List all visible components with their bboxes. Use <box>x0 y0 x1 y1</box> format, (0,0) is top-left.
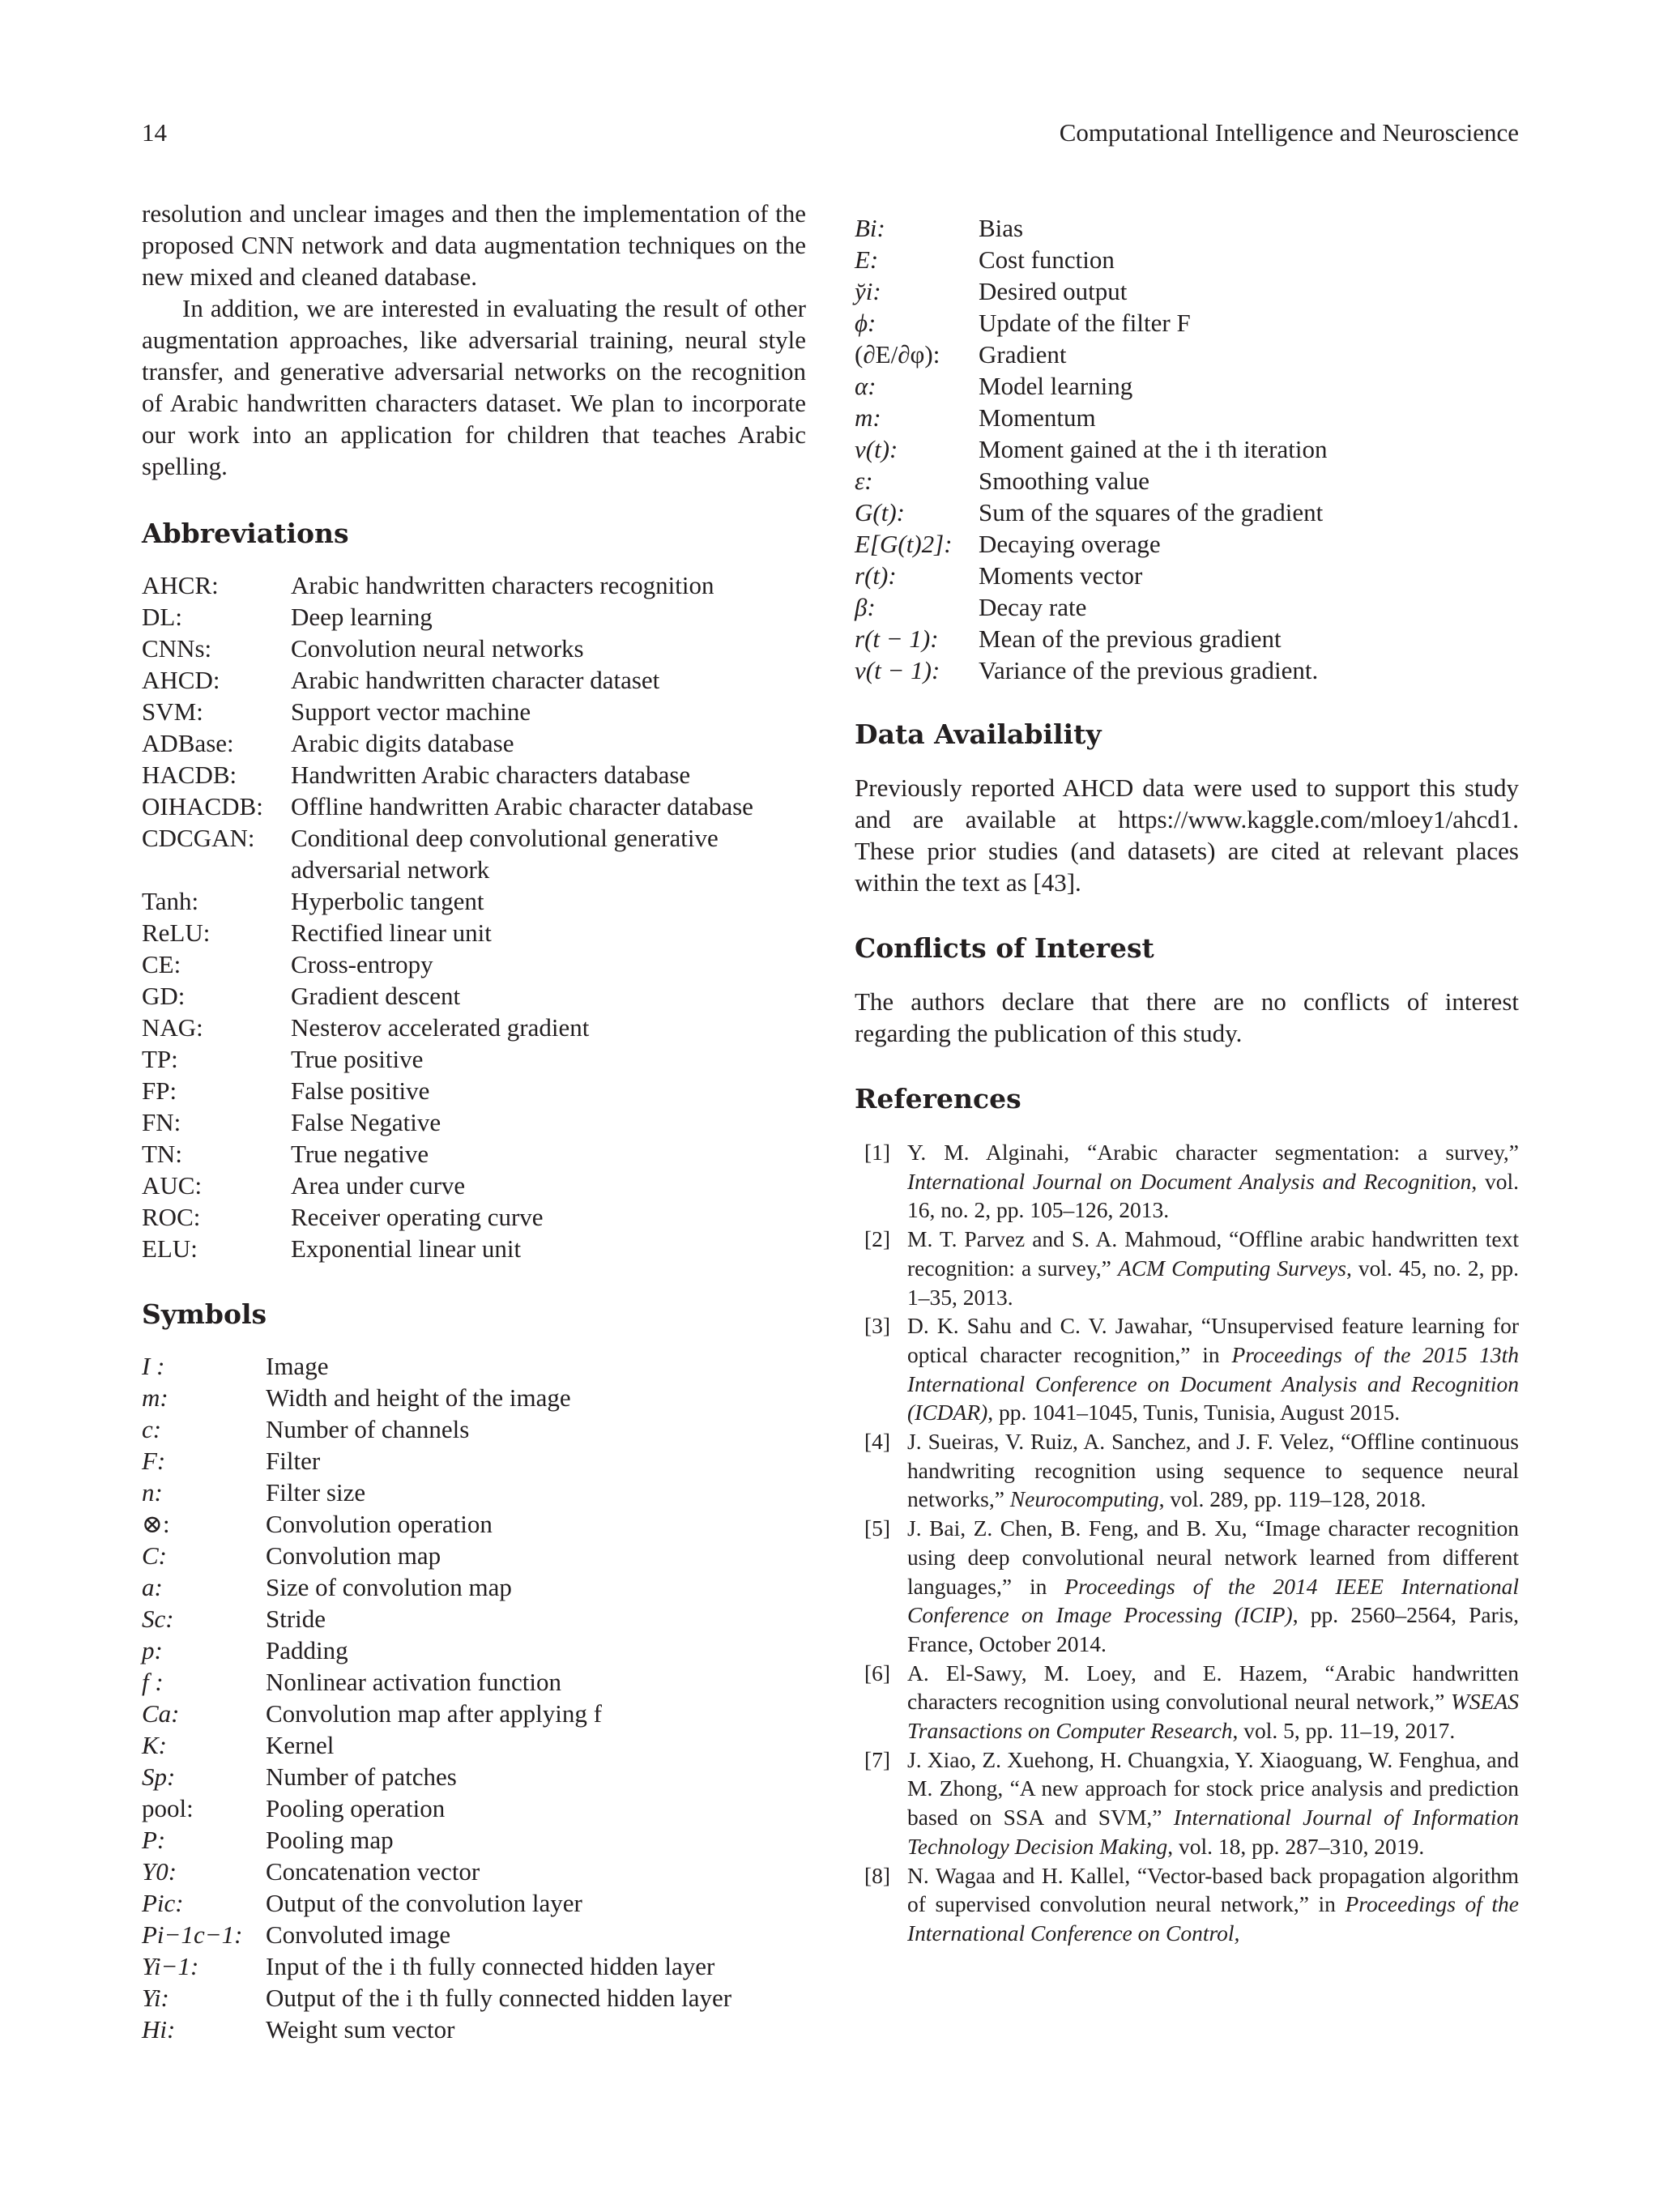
reference-venue: Proceedings of the 2014 IEEE International Conference on Image Processing (ICIP) <box>907 1573 1519 1628</box>
symbol-term: K: <box>142 1731 167 1759</box>
reference-authors-title: J. Sueiras, V. Ruiz, A. Sanchez, and J. F. Velez, “Offline continuous handwriting recognition using sequence to sequence neural networks,” <box>907 1429 1519 1512</box>
list-item <box>142 1012 806 1043</box>
list-item <box>142 1043 806 1075</box>
list-item <box>142 664 806 696</box>
symbol-term: ε: <box>855 467 873 495</box>
list-item <box>855 212 1327 244</box>
abbr-term: CE: <box>142 950 181 978</box>
reference-details: , vol. 289, pp. 119–128, 2018. <box>1158 1486 1427 1512</box>
list-item <box>142 1950 731 1982</box>
symbol-term: c: <box>142 1415 162 1443</box>
reference-item <box>855 1659 1519 1745</box>
symbol-def: Convoluted image <box>266 1920 451 1949</box>
reference-details: , vol. 45, no. 2, pp. 1–35, 2013. <box>907 1255 1519 1310</box>
list-item <box>142 1761 731 1792</box>
reference-item <box>855 1514 1519 1659</box>
reference-item <box>855 1861 1519 1948</box>
abbr-def: Receiver operating curve <box>291 1203 544 1231</box>
symbol-def: Decaying overage <box>979 530 1161 558</box>
symbol-term: Hi: <box>142 2015 176 2044</box>
list-item <box>142 948 806 980</box>
reference-item <box>855 1427 1519 1514</box>
list-item <box>142 696 806 727</box>
list-item <box>142 1350 731 1382</box>
abbr-term: ReLU: <box>142 918 211 947</box>
list-item <box>142 1540 731 1571</box>
symbol-term: m: <box>855 403 881 432</box>
abbr-term: TP: <box>142 1045 178 1073</box>
reference-number: [1] <box>864 1140 891 1165</box>
reference-venue: International Journal on Document Analysis and Recognition <box>907 1168 1472 1194</box>
abbr-term: FN: <box>142 1108 181 1136</box>
list-item <box>142 1170 806 1201</box>
list-item <box>855 654 1327 686</box>
symbol-term: E: <box>855 245 879 274</box>
list-item <box>855 244 1327 275</box>
symbol-def: Width and height of the image <box>266 1383 571 1412</box>
list-item <box>142 1413 731 1445</box>
reference-authors-title: J. Xiao, Z. Xuehong, H. Chuangxia, Y. Xiaoguang, W. Fenghua, and M. Zhong, “A new approach for stock price analysis and prediction based on SSA and SVM,” <box>907 1746 1519 1831</box>
symbol-def: Filter <box>266 1447 321 1475</box>
abbr-term: AUC: <box>142 1171 203 1200</box>
reference-item <box>855 1311 1519 1427</box>
abbr-def: True positive <box>291 1045 424 1073</box>
list-item <box>142 1634 731 1666</box>
abbr-term: AHCR: <box>142 571 219 599</box>
symbol-term: v(t − 1): <box>855 656 940 684</box>
abbr-term: FP: <box>142 1076 177 1105</box>
symbol-def: Moments vector <box>979 561 1143 590</box>
left-column <box>142 198 806 2045</box>
list-item <box>855 465 1327 497</box>
symbol-def: Output of the convolution layer <box>266 1889 582 1917</box>
symbol-term: Y0: <box>142 1857 177 1886</box>
journal-title: Computational Intelligence and Neuroscience <box>1059 118 1519 147</box>
abbr-term: SVM: <box>142 697 203 726</box>
symbols-list-continued <box>855 212 1327 686</box>
reference-authors-title: N. Wagaa and H. Kallel, “Vector-based back propagation algorithm of supervised convolution neural network,” in <box>907 1862 1519 1917</box>
list-item <box>855 433 1327 465</box>
list-item <box>855 497 1327 528</box>
abbr-def: Hyperbolic tangent <box>291 887 484 915</box>
abbr-def: False Negative <box>291 1108 441 1136</box>
symbol-term: Sp: <box>142 1762 176 1791</box>
list-item <box>142 1698 731 1729</box>
symbol-def: Nonlinear activation function <box>266 1668 561 1696</box>
reference-item <box>855 1745 1519 1861</box>
symbol-def: Input of the i th fully connected hidden layer <box>266 1952 715 1980</box>
reference-venue: Proceedings of the International Conference on Control, <box>907 1891 1519 1946</box>
symbol-def: Variance of the previous gradient. <box>979 656 1319 684</box>
section-heading-references: References <box>855 1083 1021 1115</box>
symbol-def: Number of channels <box>266 1415 470 1443</box>
abbr-def: Arabic handwritten character dataset <box>291 666 660 694</box>
reference-details: , vol. 16, no. 2, pp. 105–126, 2013. <box>907 1168 1519 1223</box>
abbr-def: Support vector machine <box>291 697 531 726</box>
abbr-term: DL: <box>142 603 182 631</box>
reference-authors-title: Y. M. Alginahi, “Arabic character segmentation: a survey,” <box>907 1140 1519 1165</box>
abbr-term: AHCD: <box>142 666 220 694</box>
symbol-def: Pooling map <box>266 1826 394 1854</box>
reference-venue: WSEAS Transactions on Computer Research <box>907 1689 1519 1744</box>
list-item <box>142 1138 806 1170</box>
reference-number: [4] <box>864 1429 891 1455</box>
symbol-def: Concatenation vector <box>266 1857 480 1886</box>
abbr-term: Tanh: <box>142 887 199 915</box>
reference-details: , pp. 2560–2564, Paris, France, October 2014. <box>907 1602 1520 1656</box>
reference-authors-title: A. El-Sawy, M. Loey, and E. Hazem, “Arabic handwritten characters recognition using convolutional neural network,” <box>907 1660 1519 1715</box>
symbol-term: Pic: <box>142 1889 184 1917</box>
symbol-term: Yi: <box>142 1984 169 2012</box>
conflicts-text: The authors declare that there are no conflicts of interest regarding the publication of this study. <box>855 987 1519 1047</box>
reference-authors-title: M. T. Parvez and S. A. Mahmoud, “Offline arabic handwritten text recognition: a survey,” <box>907 1226 1519 1281</box>
symbol-term: I : <box>142 1352 165 1380</box>
symbol-term: ⊗: <box>142 1510 170 1538</box>
reference-venue: ACM Computing Surveys <box>1117 1255 1346 1281</box>
list-item <box>142 1201 806 1233</box>
symbol-def: Convolution operation <box>266 1510 493 1538</box>
paragraph: In addition, we are interested in evaluating the result of other augmentation approaches, like adversarial training, neural style transfer, and generative adversarial networks on the recognition of Arabic handwritten characters dataset. We plan to incorporate our work into an application for children that teaches Arabic spelling. <box>142 294 806 480</box>
data-availability-text: Previously reported AHCD data were used to support this study and are available at https://www.kaggle.com/mloey1/ahcd1. These prior studies (and datasets) are cited at relevant places within the text as [43]. <box>855 774 1519 897</box>
abbr-term: ROC: <box>142 1203 201 1231</box>
list-item <box>142 633 806 664</box>
symbols-list <box>142 1350 731 2045</box>
symbol-term: r(t): <box>855 561 897 590</box>
list-item <box>142 569 806 601</box>
reference-number: [7] <box>864 1746 891 1772</box>
symbol-def: Sum of the squares of the gradient <box>979 498 1324 526</box>
abbr-def: Arabic digits database <box>291 729 514 757</box>
abbreviations-list <box>142 569 806 1264</box>
abbr-def: True negative <box>291 1140 429 1168</box>
list-item <box>142 980 806 1012</box>
symbol-term: C: <box>142 1541 167 1570</box>
reference-details: , vol. 18, pp. 287–310, 2019. <box>1167 1833 1425 1859</box>
abbr-def: Conditional deep convolutional generative adversarial network <box>291 824 719 884</box>
list-item <box>142 2014 731 2045</box>
abbr-def: Offline handwritten Arabic character database <box>291 792 753 820</box>
symbol-term: f : <box>142 1668 164 1696</box>
reference-details: , vol. 5, pp. 11–19, 2017. <box>1232 1718 1456 1744</box>
reference-authors-title: D. K. Sahu and C. V. Jawahar, “Unsupervised feature learning for optical character recognition,” in <box>907 1313 1519 1367</box>
abbr-def: False positive <box>291 1076 430 1105</box>
abbr-def: Arabic handwritten characters recognition <box>291 571 714 599</box>
abbr-def: Handwritten Arabic characters database <box>291 761 691 789</box>
reference-number: [2] <box>864 1226 891 1252</box>
list-item <box>855 560 1327 591</box>
symbol-term: Ca: <box>142 1699 180 1728</box>
list-item <box>142 1233 806 1264</box>
symbol-term: v(t): <box>855 435 898 463</box>
list-item <box>142 1445 731 1477</box>
symbol-term: p: <box>142 1636 163 1664</box>
list-item <box>142 1982 731 2014</box>
symbol-term: α: <box>855 372 876 400</box>
symbol-term: Pi−1c−1: <box>142 1920 243 1949</box>
list-item <box>142 1106 806 1138</box>
reference-venue: Neurocomputing <box>1009 1486 1159 1512</box>
list-item <box>855 275 1327 307</box>
symbol-term: n: <box>142 1478 163 1507</box>
symbol-term: Sc: <box>142 1605 174 1633</box>
list-item <box>142 1477 731 1508</box>
section-heading-data-availability: Data Availability <box>855 718 1102 750</box>
section-heading-abbreviations: Abbreviations <box>142 518 349 549</box>
symbol-term: Bi: <box>855 214 885 242</box>
abbr-term: GD: <box>142 982 186 1010</box>
symbol-def: Mean of the previous gradient <box>979 624 1282 653</box>
list-item <box>855 591 1327 623</box>
reference-authors-title: J. Bai, Z. Chen, B. Feng, and B. Xu, “Image character recognition using deep convolutional neural network learned from different languages,” in <box>907 1515 1519 1599</box>
list-item <box>142 917 806 948</box>
symbol-term: pool: <box>142 1794 194 1822</box>
references-list <box>855 1138 1519 1948</box>
list-item <box>142 1382 731 1413</box>
section-heading-conflicts: Conflicts of Interest <box>855 932 1154 964</box>
list-item <box>855 339 1327 370</box>
list-item <box>142 601 806 633</box>
reference-venue: International Journal of Information Technology Decision Making <box>907 1805 1519 1859</box>
symbol-def: Gradient <box>979 340 1067 369</box>
symbol-def: Model learning <box>979 372 1133 400</box>
symbol-def: Weight sum vector <box>266 2015 455 2044</box>
reference-number: [8] <box>864 1862 891 1888</box>
abbr-def: Deep learning <box>291 603 433 631</box>
list-item <box>855 370 1327 402</box>
symbol-def: Desired output <box>979 277 1128 305</box>
symbol-def: Image <box>266 1352 329 1380</box>
abbr-term: TN: <box>142 1140 182 1168</box>
symbol-def: Convolution map <box>266 1541 441 1570</box>
list-item <box>142 1571 731 1603</box>
list-item <box>142 1729 731 1761</box>
list-item <box>142 1856 731 1887</box>
list-item <box>142 1603 731 1634</box>
list-item <box>142 1508 731 1540</box>
symbol-term: (∂E/∂φ): <box>855 340 940 369</box>
abbr-def: Exponential linear unit <box>291 1234 522 1263</box>
reference-item <box>855 1138 1519 1225</box>
abbr-term: ADBase: <box>142 729 234 757</box>
symbol-def: Bias <box>979 214 1024 242</box>
reference-number: [6] <box>864 1660 891 1686</box>
abbr-term: NAG: <box>142 1013 203 1042</box>
list-item <box>142 822 806 885</box>
symbol-term: P: <box>142 1826 166 1854</box>
running-header <box>142 118 1519 151</box>
list-item <box>142 1075 806 1106</box>
abbr-def: Nesterov accelerated gradient <box>291 1013 590 1042</box>
symbol-def: Decay rate <box>979 593 1087 621</box>
list-item <box>142 1919 731 1950</box>
reference-number: [5] <box>864 1515 891 1541</box>
abbr-term: HACDB: <box>142 761 237 789</box>
symbol-def: Pooling operation <box>266 1794 446 1822</box>
page-number: 14 <box>142 118 167 147</box>
symbol-def: Output of the i th fully connected hidden layer <box>266 1984 732 2012</box>
list-item <box>142 727 806 759</box>
section-heading-symbols: Symbols <box>142 1298 267 1330</box>
symbol-def: Update of the filter F <box>979 309 1191 337</box>
symbol-def: Convolution map after applying f <box>266 1699 602 1728</box>
symbol-def: Momentum <box>979 403 1096 432</box>
list-item <box>855 528 1327 560</box>
symbol-def: Filter size <box>266 1478 366 1507</box>
reference-details: , pp. 1041–1045, Tunis, Tunisia, August 2015. <box>987 1400 1401 1426</box>
symbol-def: Size of convolution map <box>266 1573 512 1601</box>
symbol-term: ϕ: <box>855 309 876 337</box>
list-item <box>142 1824 731 1856</box>
symbol-term: β: <box>855 593 876 621</box>
right-column <box>855 212 1519 1948</box>
symbol-term: a: <box>142 1573 163 1601</box>
symbol-def: Stride <box>266 1605 326 1633</box>
list-item <box>142 1887 731 1919</box>
symbol-term: Yi−1: <box>142 1952 199 1980</box>
list-item <box>142 885 806 917</box>
list-item <box>142 791 806 822</box>
paragraph: resolution and unclear images and then the implementation of the proposed CNN network and data augmentation techniques on the new mixed and cleaned database. <box>142 199 806 291</box>
abbr-def: Cross-entropy <box>291 950 433 978</box>
abbr-def: Rectified linear unit <box>291 918 492 947</box>
list-item <box>142 759 806 791</box>
symbol-term: E[G(t)2]: <box>855 530 953 558</box>
symbol-def: Number of patches <box>266 1762 457 1791</box>
reference-item <box>855 1225 1519 1311</box>
symbol-term: y̆i: <box>855 277 881 305</box>
symbol-term: m: <box>142 1383 168 1412</box>
abbr-term: ELU: <box>142 1234 198 1263</box>
reference-venue: Proceedings of the 2015 13th International Conference on Document Analysis and Recognition (ICDAR) <box>907 1341 1519 1426</box>
symbol-term: r(t − 1): <box>855 624 939 653</box>
symbol-def: Kernel <box>266 1731 335 1759</box>
symbol-def: Padding <box>266 1636 348 1664</box>
list-item <box>855 402 1327 433</box>
symbol-def: Cost function <box>979 245 1115 274</box>
abbr-term: CNNs: <box>142 634 212 663</box>
abbr-def: Area under curve <box>291 1171 466 1200</box>
list-item <box>142 1666 731 1698</box>
list-item <box>142 1792 731 1824</box>
list-item <box>855 307 1327 339</box>
symbol-term: F: <box>142 1447 166 1475</box>
list-item <box>855 623 1327 654</box>
abbr-def: Convolution neural networks <box>291 634 584 663</box>
reference-number: [3] <box>864 1313 891 1339</box>
symbol-term: G(t): <box>855 498 905 526</box>
symbol-def: Smoothing value <box>979 467 1149 495</box>
abbr-def: Gradient descent <box>291 982 461 1010</box>
abbr-term: OIHACDB: <box>142 792 263 820</box>
abbr-term: CDCGAN: <box>142 824 255 852</box>
symbol-def: Moment gained at the i th iteration <box>979 435 1328 463</box>
